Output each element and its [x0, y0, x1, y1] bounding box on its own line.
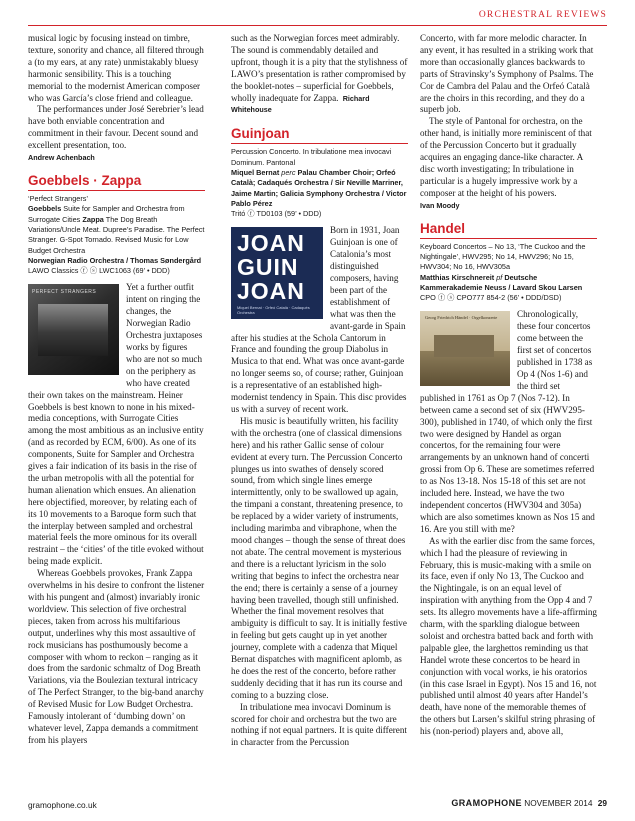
- soloist: Matthias Kirschnereit: [420, 272, 495, 282]
- work-list: Keyboard Concertos – No 13, ‘The Cuckoo and the Nightingale’, HWV295; No 14, HWV296; No 15, HWV304; No 16, HWV305a: [420, 241, 586, 272]
- reviewer-moody: Ivan Moody: [420, 200, 460, 210]
- work-list: Suite for Sampler and Orchestra from Surrogate Cities: [28, 204, 185, 224]
- handel-review-p1: Chronologically, these four concertos come between the first set of concertos published in 1738 as Op 4 (Nos 1-6) and the third set published in 1761 as Op 7 (Nos 7-12). In between came a second set of six (HWV295-300), published in 1740, of which only the first two were designed by Handel as organ concertos, for the remaining four were arrangements by an unknown hand of concerti grossi from Op 6. These are sometimes referred to as Nos 13-18. Nos 15-18 of this set are not included here. Instead, we have the two independent concertos (HWV304 and 305a) which are also sometimes known as Nos 15 and 16. Are you still with me?: [420, 309, 595, 534]
- work-list: . Pantonal: [262, 157, 296, 167]
- column-3: [420, 33, 597, 738]
- guinjoan-review-verdict: The style of Pantonal for orchestra, on the other hand, is initially more reminiscent of that of the Percussion Concerto but it gradually acquires an engaging dance-like character. A disc worth investigating; In tribulatione in particular is a hugely impressive work by a composer at the height of his powers.: [420, 116, 592, 198]
- column-1: [28, 33, 205, 747]
- handel-credits: [420, 242, 597, 304]
- cover-title: Georg Friedrich Händel · Orgelkonzerte: [425, 315, 498, 321]
- work-list: Percussion Concerto: [231, 147, 299, 157]
- work-list: . In tribulatione mea invocavi Dominum: [231, 147, 392, 167]
- section-header: ORCHESTRAL REVIEWS: [478, 10, 607, 20]
- composer-heading-handel: Handel: [420, 221, 597, 239]
- body-text: such as the Norwegian forces meet admirably. The sound is commendably detailed and upfront, though it is a pity that the stylishness of LAWO’s presentation is rather compromised by the booklet-notes – superficial for Goebbels, wholly inadequate for Zappa.: [231, 33, 408, 103]
- column-2: [231, 33, 408, 749]
- guinjoan-credits: [231, 147, 408, 219]
- goebbels-review-p2: Whereas Goebbels provokes, Frank Zappa overwhelms in his desire to confront the listener with his pungent and (almost) invariably ironic worldview. This selection of five orchestral pieces, taken from across his multifarious output, underlines why this most assaultive of rock musicians has posthumously become a composer with whom to reckon – ranging as it does from the sardonic schmaltz of Dog Breath Variations, via the Boulezian textural intricacy of The Perfect Stranger, to the big-band anarchy of Revised Music for Low Budget Orchestra. Famously intolerant of ‘dumbing down’ on whatever level, Zappa demands a commitment from his players: [28, 568, 205, 745]
- album-cover-guinjoan: [231, 227, 323, 319]
- guinjoan-review-p1: Born in 1931, Joan Guinjoan is one of Catalonia’s most distinguished composers, having been part of the establishment of what was then the avant-garde in Spain after his studies at the Schola Cantorum in France and founding the group Diabolus in Musica to that end. What was once avant-garde no longer seems so, of course; rather, Guinjoan is a representative of an established high-modernist tendency in Spain. This disc provides us with a survey of recent work.: [231, 225, 407, 415]
- label-catalogue: LAWO Classics ⓕ ⓢ LWC1063 (69’ • DDD): [28, 266, 170, 276]
- composer-heading-goebbels-zappa: Goebbels · Zappa: [28, 173, 205, 191]
- guinjoan-review-p2: His music is beautifully written, his facility with the orchestra (one of classical dimensions here) and his rather Gallic sense of colour evident at every turn. The Percussion Concerto plunges us into swathes of densely scored sound, from which single lines emerge intermittently, only to be swallowed up again, the timpani a constant, threatening presence, to be replaced by a wider variety of instruments, including marimba and vibraphone, when the mood changes – though the sense of threat does not abate. The central movement is mysterious and there is a reluctant lyricism in the solo writing that begins to infect the orchestra near the end; there is certainly a sense of a journey having been travelled, though still unfinished. Whether the final movement resolves that ambiguity is difficult to say. It is initially festive in feeling but gets caught up in yet another journey, complete with a cadenza that Miquel Bernat dispatches with magnificent aplomb, as he does the rest of the concerto, before rather suddenly deciding that it has run its course and coming to a buzzing close.: [231, 415, 407, 700]
- composer-name: Zappa: [82, 214, 104, 224]
- cover-photo: [38, 304, 108, 356]
- instrument: perc: [279, 167, 298, 177]
- performers: Deutsche Kammerakademie Neuss / Lavard Skou Larsen: [420, 272, 583, 292]
- goebbels-review: [28, 282, 205, 568]
- issue-date: NOVEMBER 2014: [524, 798, 593, 808]
- guinjoan-review-end: Concerto, with far more melodic character. In any event, it has resulted in a striking work that more than occasionally glances backwards to parts of Stravinsky’s Symphony of Psalms. The Cor de Cambra del Palau and the Orfeó Català are the choirs in this recording, and they do a superb job.: [420, 33, 594, 115]
- footer-website: gramophone.co.uk: [28, 800, 97, 810]
- album-title: ‘Perfect Strangers’: [28, 194, 89, 204]
- reviewer-achenbach: Andrew Achenbach: [28, 153, 95, 163]
- label-catalogue: Tritó ⓕ TD0103 (59’ • DDD): [231, 209, 322, 219]
- footer-issue: [451, 798, 607, 808]
- reviewer-whitehouse: Richard Whitehouse: [231, 93, 370, 115]
- performers: Norwegian Radio Orchestra / Thomas Søndergård: [28, 255, 202, 265]
- performers: Palau Chamber Choir; Orfeó Català; Cadaqués Orchestra / Sir Neville Marriner, Jaime Martin; Galicia Symphony Orchestra / Victor Pablo Pérez: [231, 167, 407, 208]
- work-list: The Dog Breath Variations/Uncle Meat. Dupree’s Paradise. The Perfect Stranger. G-Spot Tornado. Revised Music for Low Budget Orchestra: [28, 214, 205, 255]
- cover-subtitle: Miquel Bernat · Orfeó Català · Cadaqués Orchestra: [237, 305, 310, 316]
- cover-title: GUIN: [237, 254, 299, 281]
- composer-heading-guinjoan: Guinjoan: [231, 126, 408, 144]
- goebbels-review-p1: Yet a further outfit intent on ringing the changes, the Norwegian Radio Orchestra juxtaposes works by figures who are not so much on the periphery as who have created their own takes on the mainstream. Heiner Goebbels is best known to none in his mixed-media conceptions, with Surrogate Cities among the most ambitious as an inclusive entity (and as recorded by ECM, 6/00). As one of its components, Suite for Sampler and Orchestra gives a fair indication of its basis in the rise of the urban metropolis with all the potential for human alienation which ensues. An alienation here objectified, moreover, by relating each of its 10 movements to a Baroque form such that the interplay between sampled and orchestral material feels the more ominous for its overall restraint – the ‘cities’ of the title evoked without being made explicit.: [28, 282, 204, 567]
- album-cover-handel: [420, 311, 510, 386]
- page-number: 29: [597, 798, 607, 808]
- composer-name: Goebbels: [28, 204, 62, 214]
- handel-review: [420, 309, 597, 535]
- album-cover-perfect-strangers: [28, 284, 119, 375]
- header-rule: [28, 25, 607, 26]
- soloist: Miquel Bernat: [231, 167, 280, 177]
- goebbels-credits: [28, 194, 205, 276]
- instrument: pf: [494, 272, 505, 282]
- zappa-review-end: [231, 33, 408, 116]
- cover-title: JOAN: [237, 230, 305, 257]
- label-catalogue: CPO ⓕ ⓢ CPO777 854-2 (56’ • DDD/DSD): [420, 293, 562, 303]
- cover-painting-building: [434, 335, 494, 357]
- guinjoan-review: [231, 225, 408, 416]
- magazine-name: GRAMOPHONE: [451, 798, 522, 808]
- garcia-review-verdict: The performances under José Serebrier’s lead have both enviable concentration and commitment in their favour. Decent sound and excellent presentation, too.: [28, 104, 204, 151]
- cover-title: PERFECT STRANGERS: [32, 289, 97, 296]
- cover-title: JOAN: [237, 278, 305, 305]
- handel-review-p2: As with the earlier disc from the same forces, which I had the pleasure of reviewing in February, this is music-making with a smile on its face, even if only No 13, The Cuckoo and the Nightingale, is on an equal level of inspiration with anything from the Opp 4 and 7 sets. Its allegro movements have a life-affirming charm, with the sparkling dialogue between soloist and orchestra batted back and forth with palpable glee, the larghettos reminding us that Handel wrote these concertos to be heard in conjunction with vocal works, ie his oratorios (in this case Israel in Egypt). Nos 15 and 16, not published until almost 40 years after Handel’s death, have none of the memorable themes of the others but Larsen’s skilful string phrasing of his (non-period) players and, above all,: [420, 535, 597, 737]
- garcia-review-end: musical logic by focusing instead on timbre, texture, sonority and chance, all filtered through a (to my ears, at any rate) unmistakably bluesy harmonic sensibility. This is a touching memorial to the modernist American composer who was García’s close friend and colleague.: [28, 33, 204, 103]
- guinjoan-review-p3: In tribulatione mea invocavi Dominum is scored for choir and orchestra but the two are nothing if not equal partners. It is quite different in character from the Percussion: [231, 701, 407, 748]
